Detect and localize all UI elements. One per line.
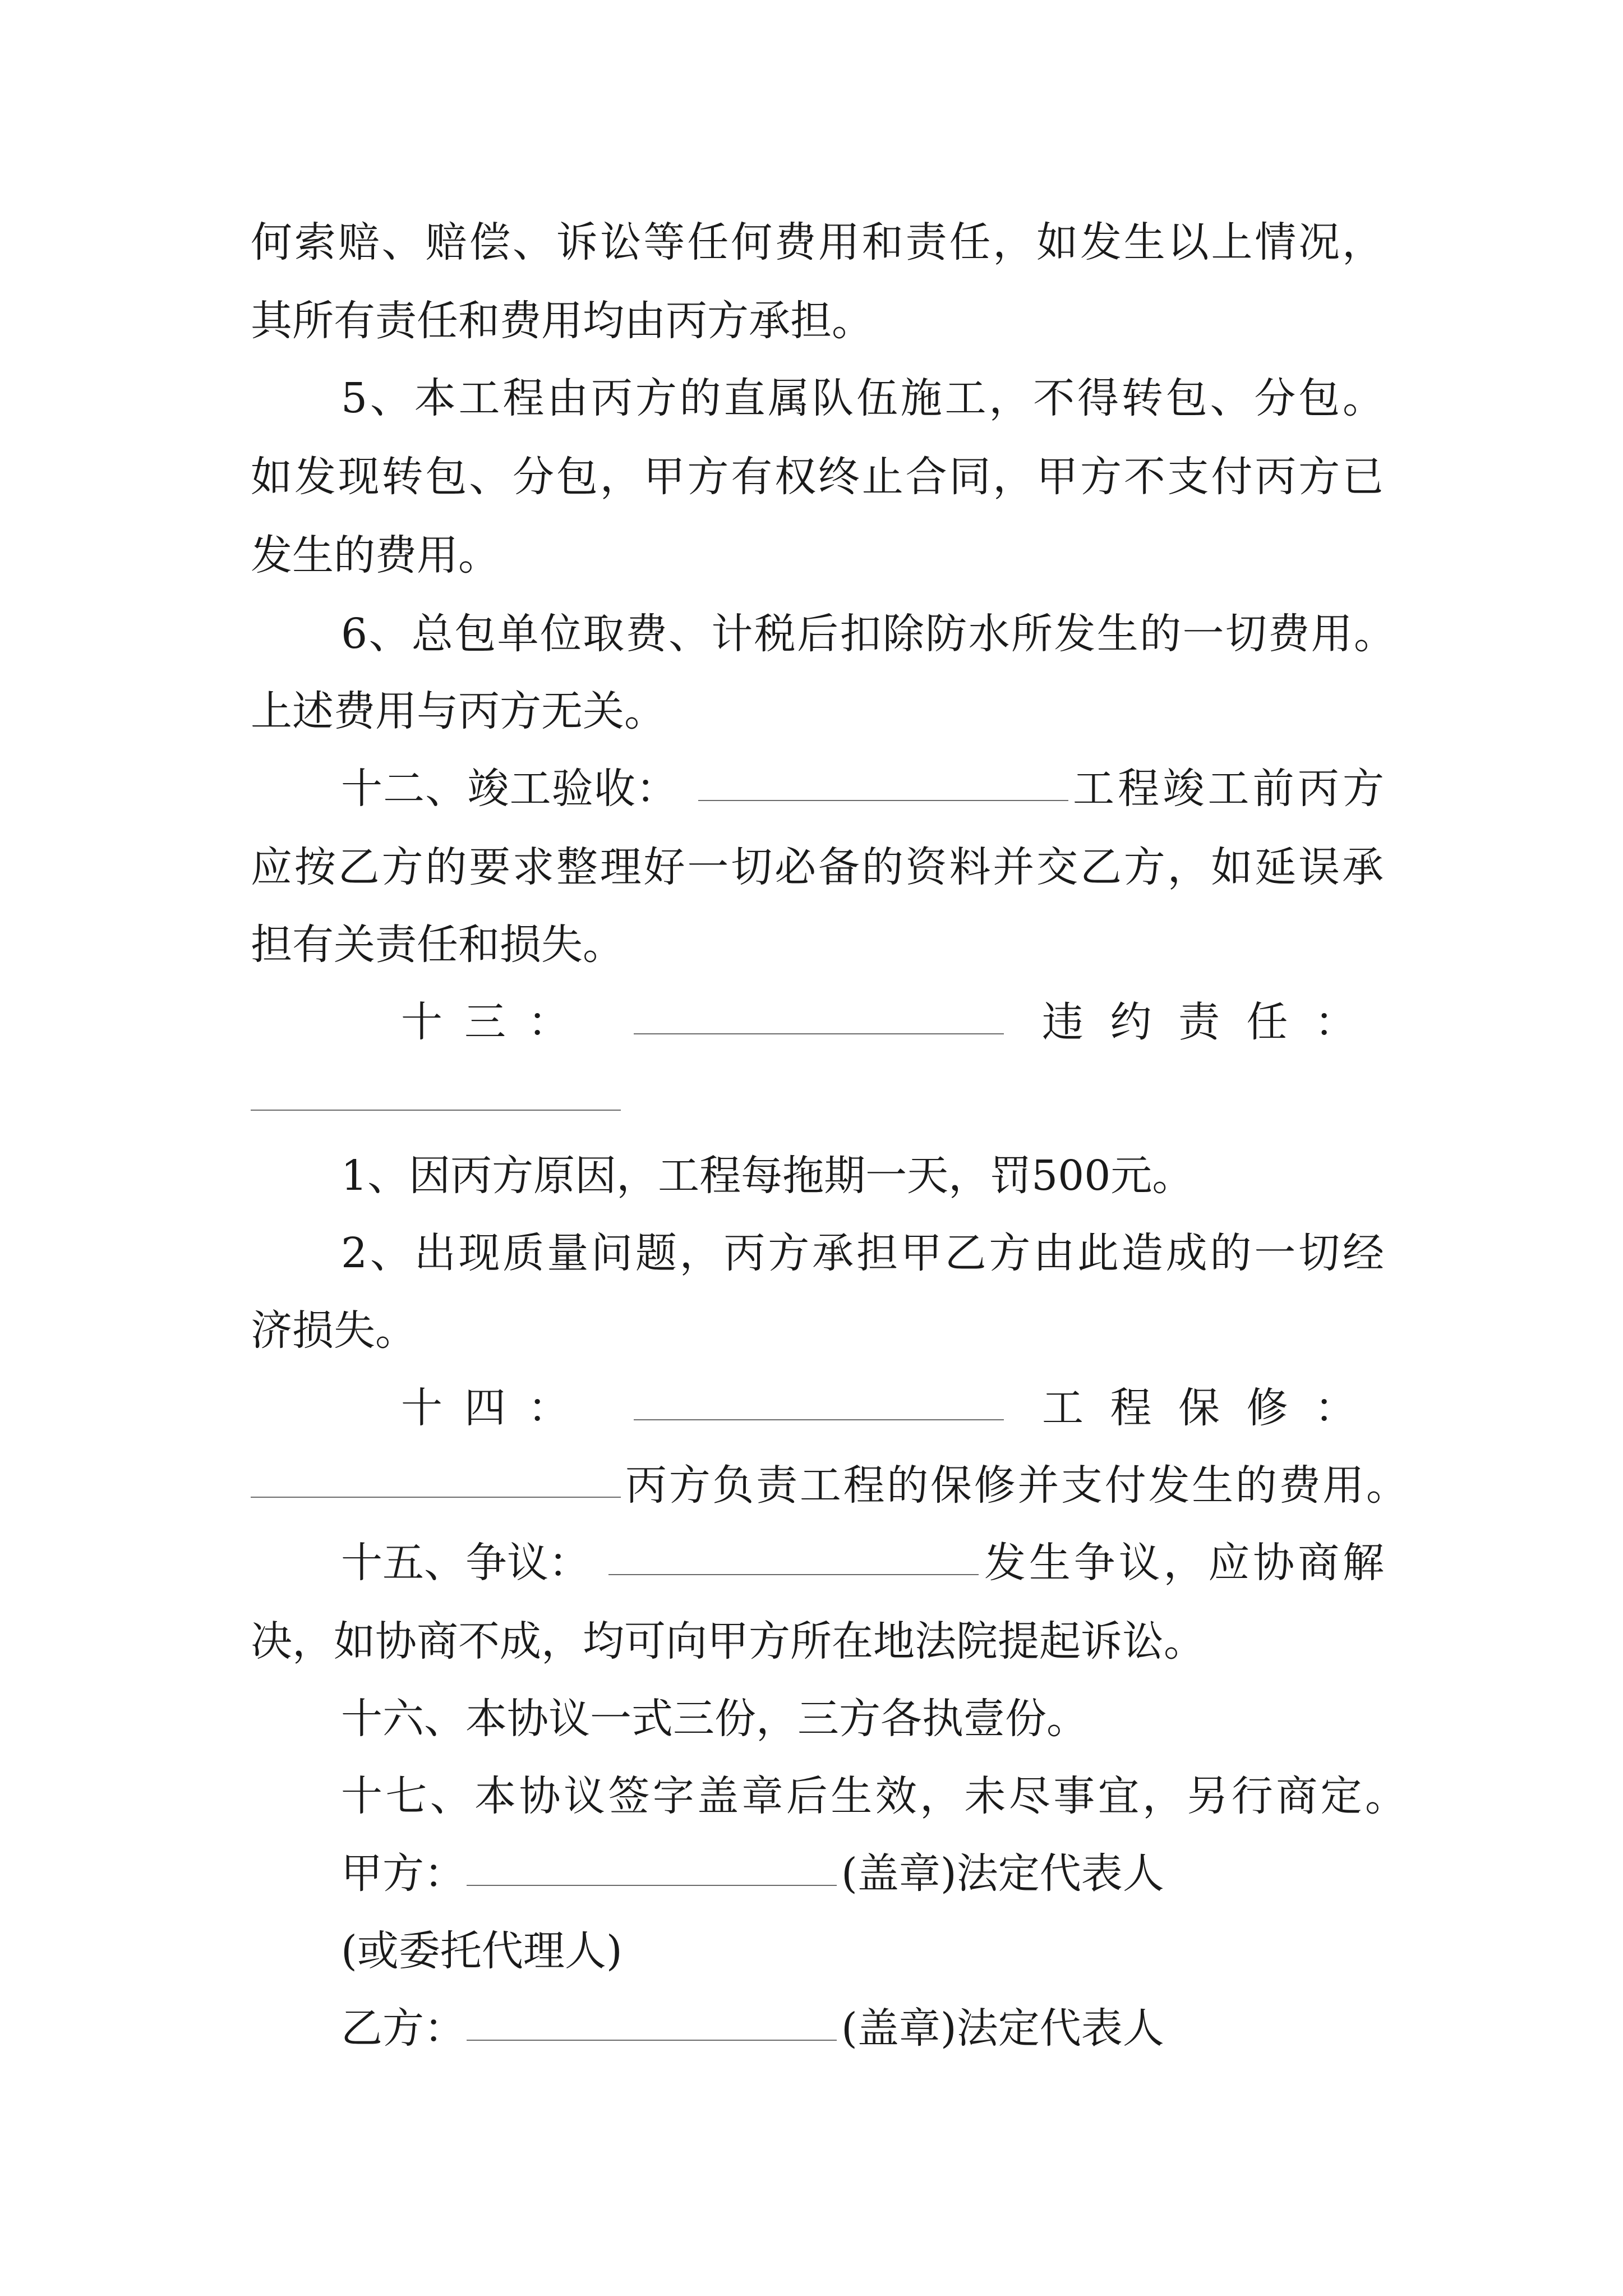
blank-field[interactable] <box>251 1110 621 1111</box>
text-line: 如发现转包、分包，甲方有权终止合同，甲方不支付丙方已 <box>251 453 1384 501</box>
party-b-field[interactable] <box>467 2000 837 2041</box>
text-line: 上述费用与丙方无关。 <box>251 687 666 735</box>
text-line: (或委托代理人) <box>341 1927 623 1975</box>
party-b-signature: 乙方： (盖章)法定代表人 <box>0 2000 1623 2056</box>
party-a-field[interactable] <box>467 1846 837 1886</box>
blank-field[interactable] <box>698 761 1068 801</box>
section-14: 十四： 工程保修： <box>0 1380 1623 1436</box>
text-line: 丙方负责工程的保修并支付发生的费用。 <box>0 1457 1623 1513</box>
text-line: 决，如协商不成，均可向甲方所在地法院提起诉讼。 <box>251 1617 1205 1665</box>
text-line: 应按乙方的要求整理好一切必备的资料并交乙方，如延误承 <box>251 843 1384 891</box>
clause-6: 6、总包单位取费、计税后扣除防水所发生的一切费用。 <box>341 610 1395 658</box>
text-line: 其所有责任和费用均由丙方承担。 <box>251 297 873 345</box>
blank-field[interactable] <box>608 1535 979 1575</box>
clause-1: 1、因丙方原因，工程每拖期一天，罚500元。 <box>341 1152 1194 1200</box>
text-line: 担有关责任和损失。 <box>251 921 624 969</box>
section-12: 十二、竣工验收： 工程竣工前丙方 <box>0 761 1623 817</box>
clause-2: 2、出现质量问题，丙方承担甲乙方由此造成的一切经 <box>341 1229 1384 1277</box>
blank-field[interactable] <box>251 1457 621 1498</box>
blank-field[interactable] <box>634 994 1004 1034</box>
text-line: 何索赔、赔偿、诉讼等任何费用和责任，如发生以上情况， <box>251 218 1384 266</box>
section-15: 十五、争议： 发生争议，应协商解 <box>0 1535 1623 1591</box>
section-16: 十六、本协议一式三份，三方各执壹份。 <box>341 1695 1088 1743</box>
text-line: 发生的费用。 <box>251 531 500 579</box>
section-13: 十三： 违约责任： <box>0 994 1623 1050</box>
clause-5: 5、本工程由丙方的直属队伍施工，不得转包、分包。 <box>341 374 1384 422</box>
party-a-signature: 甲方： (盖章)法定代表人 <box>0 1846 1623 1902</box>
section-17: 十七、本协议签字盖章后生效，未尽事宜，另行商定。 <box>341 1772 1407 1820</box>
blank-field[interactable] <box>634 1380 1004 1420</box>
text-line: 济损失。 <box>251 1306 417 1355</box>
